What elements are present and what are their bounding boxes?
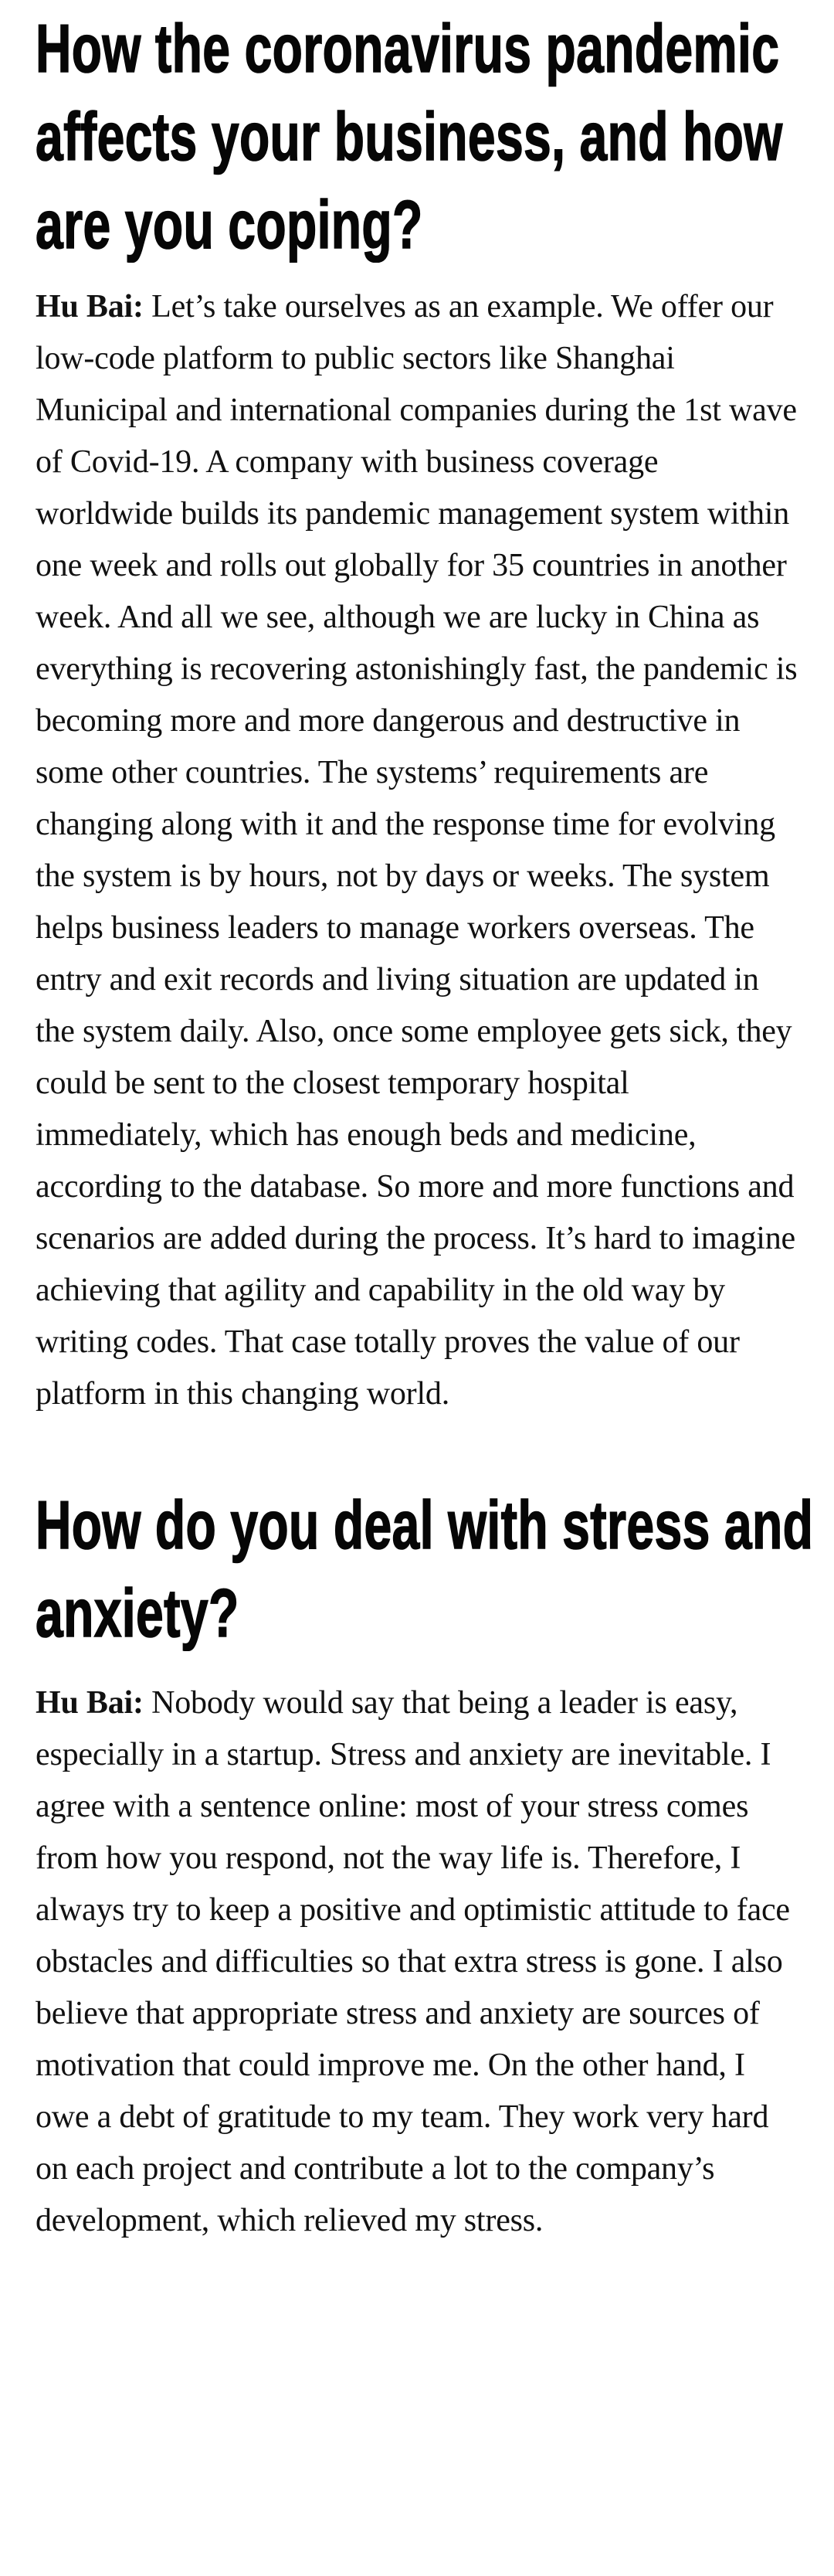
answer-text: Let’s take ourselves as an example. We offer our low-code platform to public sectors like Shanghai Municipal and international companies during the 1st wave of Covid-19. A company with business coverage worldwide builds its pandemic management system within one week and rolls out globally for 35 countries in another week. And all we see, although we are lucky in China as everything is recovering astonishingly fast, the pandemic is becoming more and more dangerous and destructive in some other countries. The systems’ requirements are changing along with it and the response time for evolving the system is by hours, not by days or weeks. The system helps business leaders to manage workers overseas. The entry and exit records and living situation are updated in the system daily. Also, once some employee gets sick, they could be sent to the closest temporary hospital immediately, which has enough beds and medicine, according to the database. So more and more functions and scenarios are added during the process. It’s hard to imagine achieving that agility and capability in the old way by writing codes. That case totally proves the value of our platform in this changing world. bbox=[36, 289, 798, 1412]
heading-line: are you coping? bbox=[36, 186, 423, 263]
heading-line: How the coronavirus pandemic bbox=[36, 10, 780, 87]
heading-line: affects your business, and how bbox=[36, 98, 783, 175]
answer-text: Nobody would say that being a leader is easy, especially in a startup. Stress and anxiety are inevitable. I agree with a sentence online: most of your stress comes from how you respond, not the way life is. Therefore, I always try to keep a positive and optimistic attitude to face obstacles and difficulties so that extra stress is gone. I also believe that appropriate stress and anxiety are sources of motivation that could improve me. On the other hand, I owe a debt of gratitude to my team. They work very hard on each project and contribute a lot to the company’s development, which relieved my stress. bbox=[36, 1685, 790, 2238]
qa-section-stress-anxiety bbox=[36, 1481, 814, 2247]
heading-line: anxiety? bbox=[36, 1575, 239, 1651]
qa-section-business-impact bbox=[36, 5, 800, 1420]
answer-paragraph-1 bbox=[36, 281, 800, 1420]
question-heading-1 bbox=[36, 5, 834, 269]
speaker-name: Hu Bai: bbox=[36, 289, 144, 325]
question-heading-2 bbox=[36, 1481, 834, 1657]
heading-line: How do you deal with stress and bbox=[36, 1487, 814, 1563]
speaker-name: Hu Bai: bbox=[36, 1685, 144, 1721]
answer-paragraph-2 bbox=[36, 1677, 800, 2247]
